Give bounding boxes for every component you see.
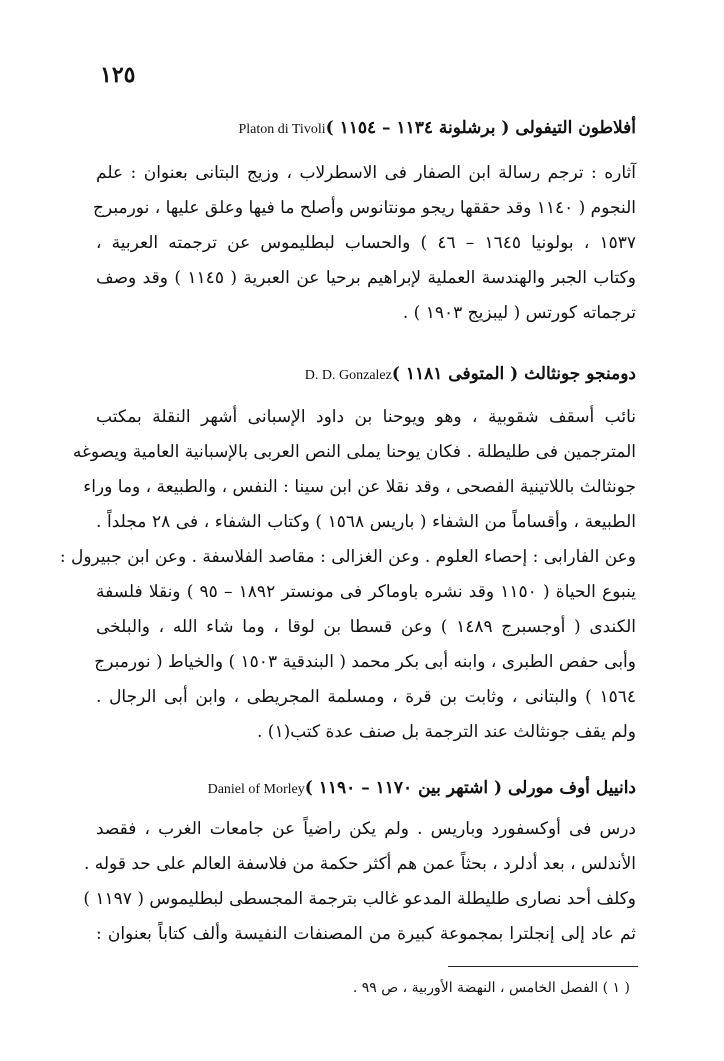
body-line: درس فى أوكسفورد وباريس . ولم يكن راضياً عن جامعات الغرب ، فقصد bbox=[96, 819, 636, 839]
page-number: ١٢٥ bbox=[100, 62, 136, 88]
body-line: ١٥٣٧ ، بولونيا ١٦٤٥ – ٤٦ ) والحساب لبطليموس عن ترجمته العربية ، bbox=[96, 233, 636, 253]
body-line: الطبيعة ، وأقساماً من الشفاء ( باريس ١٥٦٨ ) وكتاب الشفاء ، فى ٢٨ مجلداً . bbox=[96, 512, 636, 532]
footnote: ( ١ ) الفصل الخامس ، النهضة الأوربية ، ص ٩٩ . bbox=[352, 980, 630, 996]
body-line: ١٥٦٤ ) والبتانى ، وثابت بن قرة ، ومسلمة المجريطى ، وابن أبى الرجال . bbox=[96, 687, 636, 707]
section-heading bbox=[96, 778, 636, 798]
body-line: الكندى ( أوجسبرج ١٤٨٩ ) وعن قسطا بن لوقا ، وما شاء الله ، والبلخى bbox=[96, 617, 636, 637]
footnote-divider bbox=[448, 966, 638, 967]
heading-arabic: أفلاطون التيفولى ( برشلونة ١١٣٤ – ١١٥٤ ) bbox=[325, 118, 636, 138]
body-line: ترجماته كورتس ( ليبزيج ١٩٠٣ ) . bbox=[402, 303, 636, 323]
body-line: ثم عاد إلى إنجلترا بمجموعة كبيرة من المصنفات النفيسة وألف كتاباً بعنوان : bbox=[96, 924, 636, 944]
body-line: جونثالث باللاتينية الفصحى ، وقد نقلا عن ابن سينا : النفس ، والطبيعة ، وما وراء bbox=[83, 477, 636, 497]
body-line: وعن الفارابى : إحصاء العلوم . وعن الغزالى : مقاصد الفلاسفة . وعن ابن جبيرول : bbox=[59, 547, 636, 567]
section-daniel-of-morley bbox=[83, 778, 636, 952]
body-line: ينبوع الحياة ( ١١٥٠ وقد نشره باوماكر فى مونستر ١٨٩٢ – ٩٥ ) ونقلا فلسفة bbox=[96, 582, 636, 602]
body-line: الأندلس ، بعد أدلرد ، بحثاً عمن هم أكثر حكمة من فلاسفة العالم على حد قوله . bbox=[83, 854, 636, 874]
body-line: وأبى حفص الطبرى ، وابنه أبى بكر محمد ( البندقية ١٥٠٣ ) والخياط ( نورمبرج bbox=[94, 652, 636, 672]
heading-arabic: دانييل أوف مورلى ( اشتهر بين ١١٧٠ – ١١٩٠ ) bbox=[304, 778, 636, 798]
section-heading bbox=[96, 364, 636, 384]
body-line: ولم يقف جونثالث عند الترجمة بل صنف عدة كتب(١) . bbox=[256, 722, 636, 742]
body-line: المترجمين فى طليطلة . فكان يوحنا يملى النص العربى بالإسبانية العامية ويصوغه bbox=[72, 442, 636, 462]
heading-arabic: دومنجو جونثالث ( المتوفى ١١٨١ ) bbox=[391, 364, 636, 384]
body-line: وكلف أحد نصارى طليطلة المدعو غالب بترجمة المجسطى لبطليموس ( ١١٩٧ ) bbox=[83, 889, 636, 909]
section-heading bbox=[96, 118, 636, 138]
section-gonzalez bbox=[59, 364, 636, 750]
body-line: وكتاب الجبر والهندسة العملية لإبراهيم برحيا عن العبرية ( ١١٤٥ ) وقد وصف bbox=[96, 268, 636, 288]
body-line: نائب أسقف شقوبية ، وهو ويوحنا بن داود الإسبانى أشهر النقلة بمكتب bbox=[96, 407, 636, 427]
heading-latin: Daniel of Morley bbox=[207, 782, 305, 797]
heading-latin: Platon di Tivoli bbox=[238, 122, 326, 137]
section-platon-di-tivoli bbox=[92, 118, 636, 331]
body-line: آثاره : ترجم رسالة ابن الصفار فى الاسطرلاب ، وزيج البتانى بعنوان : علم bbox=[96, 163, 636, 183]
heading-latin: D. D. Gonzalez bbox=[304, 368, 392, 383]
body-line: النجوم ( ١١٤٠ وقد حققها ريجو مونتانوس وأصلح ما فيها وعلق عليها ، نورمبرج bbox=[92, 198, 636, 218]
